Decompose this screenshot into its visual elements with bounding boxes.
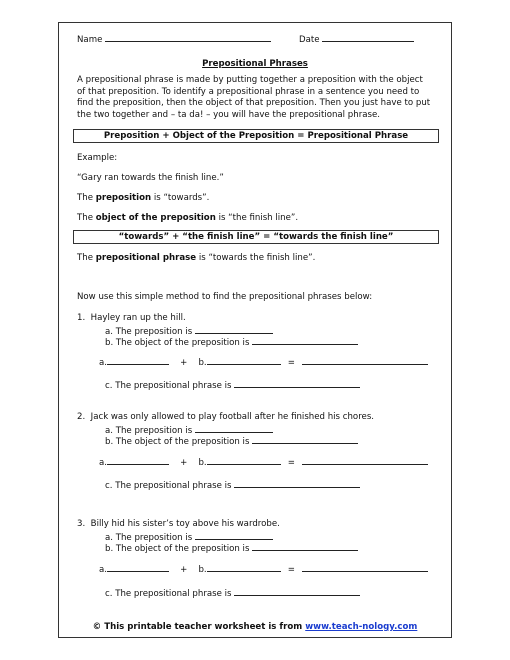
q1-preposition-row: a. The preposition is [105, 324, 273, 337]
question-3: 3. Billy hid his sister’s toy above his wardrobe. [77, 519, 280, 529]
q2-phrase-row: c. The prepositional phrase is [105, 478, 360, 491]
example-sentence: “Gary ran towards the finish line.” [77, 173, 224, 183]
date-blank[interactable] [322, 32, 414, 42]
example-object-line: The object of the preposition is “the finish line”. [77, 213, 299, 223]
name-label: Name [77, 35, 103, 45]
q1-object-row: b. The object of the preposition is [105, 335, 358, 348]
instructions: Now use this simple method to find the prepositional phrases below: [77, 292, 373, 302]
q2-phrase-blank[interactable] [234, 478, 360, 488]
q3-equation-row: a. + b. = [99, 562, 428, 575]
q3-phrase-blank[interactable] [234, 586, 360, 596]
q1-phrase-blank[interactable] [234, 378, 360, 388]
intro-paragraph: A prepositional phrase is made by putting together a preposition with the object of that preposition. To identify a prepositional phrase in a sentence you need to find the preposition, then the object of that preposition. Then you just have to put the two together and – ta da! – you will have the prepositional phrase. [77, 75, 431, 120]
q1-equation-row: a. + b. = [99, 355, 428, 368]
q1-preposition-blank[interactable] [195, 324, 273, 334]
q1-phrase-row: c. The prepositional phrase is [105, 378, 360, 391]
page-title: Prepositional Phrases [202, 59, 308, 69]
footer-link[interactable]: www.teach-nology.com [305, 622, 418, 632]
formula-box: Preposition + Object of the Preposition = Prepositional Phrase [73, 129, 439, 143]
example-phrase-line: The prepositional phrase is “towards the finish line”. [77, 253, 316, 263]
example-label: Example: [77, 153, 118, 163]
date-label: Date [299, 35, 320, 45]
q1-b-blank[interactable] [207, 355, 281, 365]
example-preposition-line: The preposition is “towards”. [77, 193, 210, 203]
q2-result-blank[interactable] [302, 455, 428, 465]
q3-object-row: b. The object of the preposition is [105, 541, 358, 554]
date-field [299, 32, 414, 45]
q2-object-blank[interactable] [252, 434, 358, 444]
q1-a-blank[interactable] [107, 355, 169, 365]
q3-preposition-row: a. The preposition is [105, 530, 273, 543]
equation-box: “towards” + “the finish line” = “towards the finish line” [73, 230, 439, 244]
question-1: 1. Hayley ran up the hill. [77, 313, 186, 323]
q3-phrase-row: c. The prepositional phrase is [105, 586, 360, 599]
q1-object-blank[interactable] [252, 335, 358, 345]
footer-text: © This printable teacher worksheet is from [92, 622, 306, 632]
q1-result-blank[interactable] [302, 355, 428, 365]
q2-b-blank[interactable] [207, 455, 281, 465]
q2-a-blank[interactable] [107, 455, 169, 465]
q3-object-blank[interactable] [252, 541, 358, 551]
q3-preposition-blank[interactable] [195, 530, 273, 540]
q2-object-row: b. The object of the preposition is [105, 434, 358, 447]
q2-preposition-row: a. The preposition is [105, 423, 273, 436]
q3-result-blank[interactable] [302, 562, 428, 572]
name-blank[interactable] [105, 32, 271, 42]
q3-a-blank[interactable] [107, 562, 169, 572]
name-field [77, 32, 271, 45]
worksheet-page [58, 22, 452, 638]
q2-preposition-blank[interactable] [195, 423, 273, 433]
q2-equation-row: a. + b. = [99, 455, 428, 468]
q3-b-blank[interactable] [207, 562, 281, 572]
footer [59, 622, 451, 632]
question-2: 2. Jack was only allowed to play football after he finished his chores. [77, 412, 375, 422]
